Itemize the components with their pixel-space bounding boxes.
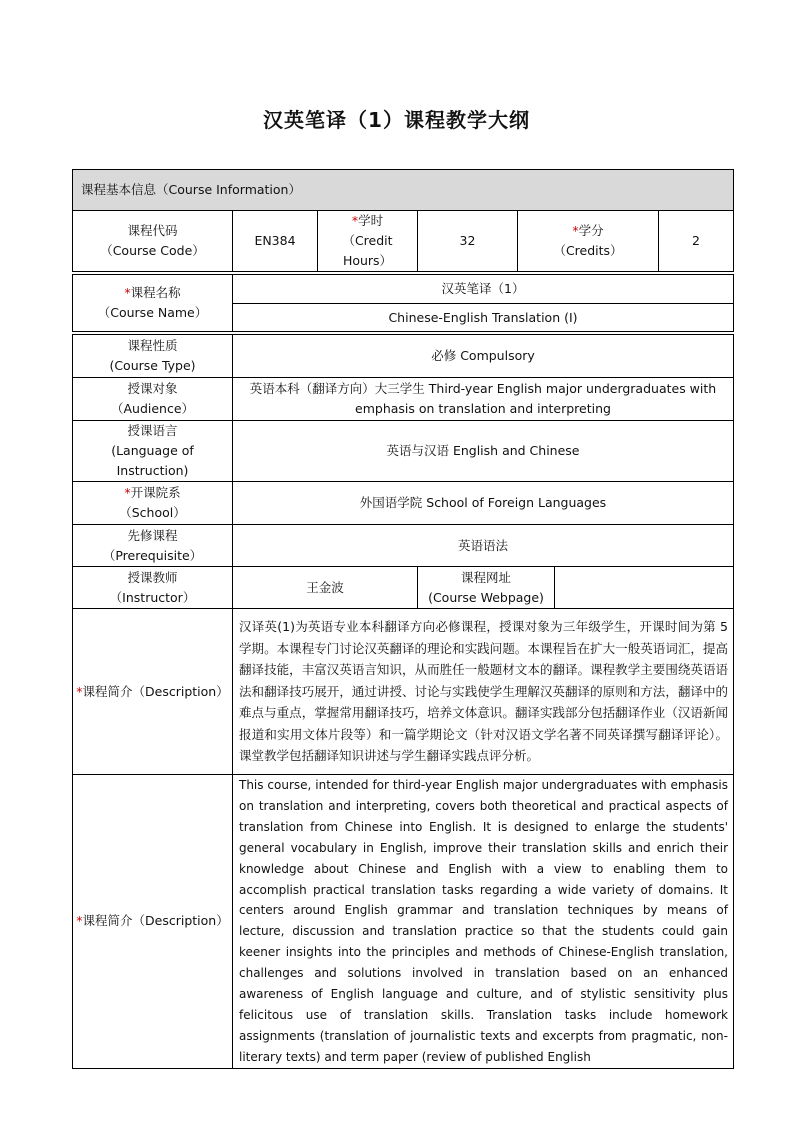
required-mark: *: [572, 223, 579, 238]
language-value: 英语与汉语 English and Chinese: [233, 421, 734, 482]
credits-value: 2: [659, 211, 734, 272]
course-type-label-cn: 课程性质: [127, 338, 178, 353]
course-code-label-en: （Course Code）: [100, 243, 205, 258]
course-name-label-en: （Course Name）: [97, 305, 208, 320]
credit-hours-label-en: （Credit Hours）: [342, 233, 393, 268]
description-cn-text: 汉译英(1)为英语专业本科翻译方向必修课程，授课对象为三年级学生，开课时间为第 5 学期。本课程专门讨论汉英翻译的理论和实践问题。本课程旨在扩大一般英语词汇，提高翻译技能，丰富汉英语言知识，从而胜任一般题材文本的翻译。课程教学主要围绕英语语法和翻译技巧展开，通过讲授、讨论与实践使学生理解汉英翻译的原则和方法，翻译中的难点与重点，掌握常用翻译技巧，培养文体意识。翻译实践部分包括翻译作业（汉语新闻报道和实用文体片段等）和一篇学期论文（针对汉语文学名著不同英译撰写翻译评论）。课堂教学包括翻译知识讲述与学生翻译实践点评分析。: [233, 609, 734, 775]
webpage-value: [555, 567, 734, 609]
audience-label: [73, 378, 233, 421]
audience-value: 英语本科（翻译方向）大三学生 Third-year English major undergraduates with emphasis on translation and interpreting: [233, 378, 734, 421]
description-en-label-text: 课程简介（Description）: [82, 913, 229, 929]
instructor-label-en: （Instructor）: [109, 589, 196, 605]
course-code-label-cn: 课程代码: [127, 223, 178, 238]
school-label: [73, 482, 233, 525]
credit-hours-label: [318, 211, 418, 272]
course-name-cn: 汉英笔译（1）: [233, 275, 734, 304]
description-cn-label-text: 课程简介（Description）: [82, 683, 229, 699]
description-en-label: [73, 775, 233, 1069]
required-mark: *: [351, 213, 359, 228]
prerequisite-label-en: （Prerequisite）: [102, 547, 203, 563]
course-type-value: 必修 Compulsory: [233, 335, 734, 378]
audience-label-cn: 授课对象: [127, 381, 178, 396]
instructor-value: 王金波: [233, 567, 418, 609]
course-name-en: Chinese-English Translation (I): [233, 304, 734, 332]
prerequisite-value: 英语语法: [233, 525, 734, 567]
school-label-cn: 开课院系: [130, 485, 181, 500]
audience-label-en: （Audience）: [110, 401, 195, 416]
description-cn-label: [73, 609, 233, 775]
webpage-label-cn: 课程网址: [460, 569, 511, 585]
language-label-en: (Language of Instruction): [111, 443, 194, 478]
prerequisite-label-cn: 先修课程: [127, 527, 178, 543]
course-code-label: [73, 211, 233, 272]
language-label: [73, 421, 233, 482]
webpage-label-en: (Course Webpage): [428, 589, 544, 605]
course-name-label: [73, 275, 233, 332]
course-type-label-en: (Course Type): [109, 358, 196, 373]
section-header: 课程基本信息（Course Information）: [73, 170, 734, 211]
credits-label-en: （Credits）: [553, 243, 623, 258]
credit-hours-label-cn: 学时: [358, 213, 384, 228]
description-en-text: This course, intended for third-year English major undergraduates with emphasis on translation and interpreting, covers both theoretical and practical aspects of translation from Chinese into English. It is designed to enlarge the students' general vocabulary in English, improve their translation skills and enrich their knowledge about Chinese and English with a view to enabling them to accomplish practical translation tasks regarding a wide variety of domains. It centers around English grammar and translation techniques by means of lecture, discussion and translation practice so that the students could gain keener insights into the principles and methods of Chinese-English translation, challenges and solutions involved in translation based on an enhanced awareness of English language and culture, and of stylistic sensitivity plus felicitous use of translation skills. Translation tasks include homework assignments (translation of journalistic texts and excerpts from pragmatic, non-literary texts) and term paper (review of published English: [233, 775, 734, 1069]
course-type-label: [73, 335, 233, 378]
school-label-en: （School）: [119, 505, 186, 520]
required-mark: *: [76, 913, 83, 929]
course-name-label-cn: 课程名称: [130, 285, 181, 300]
webpage-label: [418, 567, 555, 609]
course-code-value: EN384: [233, 211, 318, 272]
page-title: 汉英笔译（1）课程教学大纲: [263, 108, 530, 132]
required-mark: *: [76, 683, 83, 699]
credit-hours-value: 32: [418, 211, 518, 272]
prerequisite-label: [73, 525, 233, 567]
credits-label-cn: 学分: [578, 223, 604, 238]
language-label-cn: 授课语言: [127, 423, 178, 438]
credits-label: [518, 211, 659, 272]
instructor-label: [73, 567, 233, 609]
school-value: 外国语学院 School of Foreign Languages: [233, 482, 734, 525]
course-info-table: [72, 169, 734, 1069]
instructor-label-cn: 授课教师: [127, 569, 178, 585]
required-mark: *: [124, 285, 131, 300]
required-mark: *: [124, 485, 131, 500]
